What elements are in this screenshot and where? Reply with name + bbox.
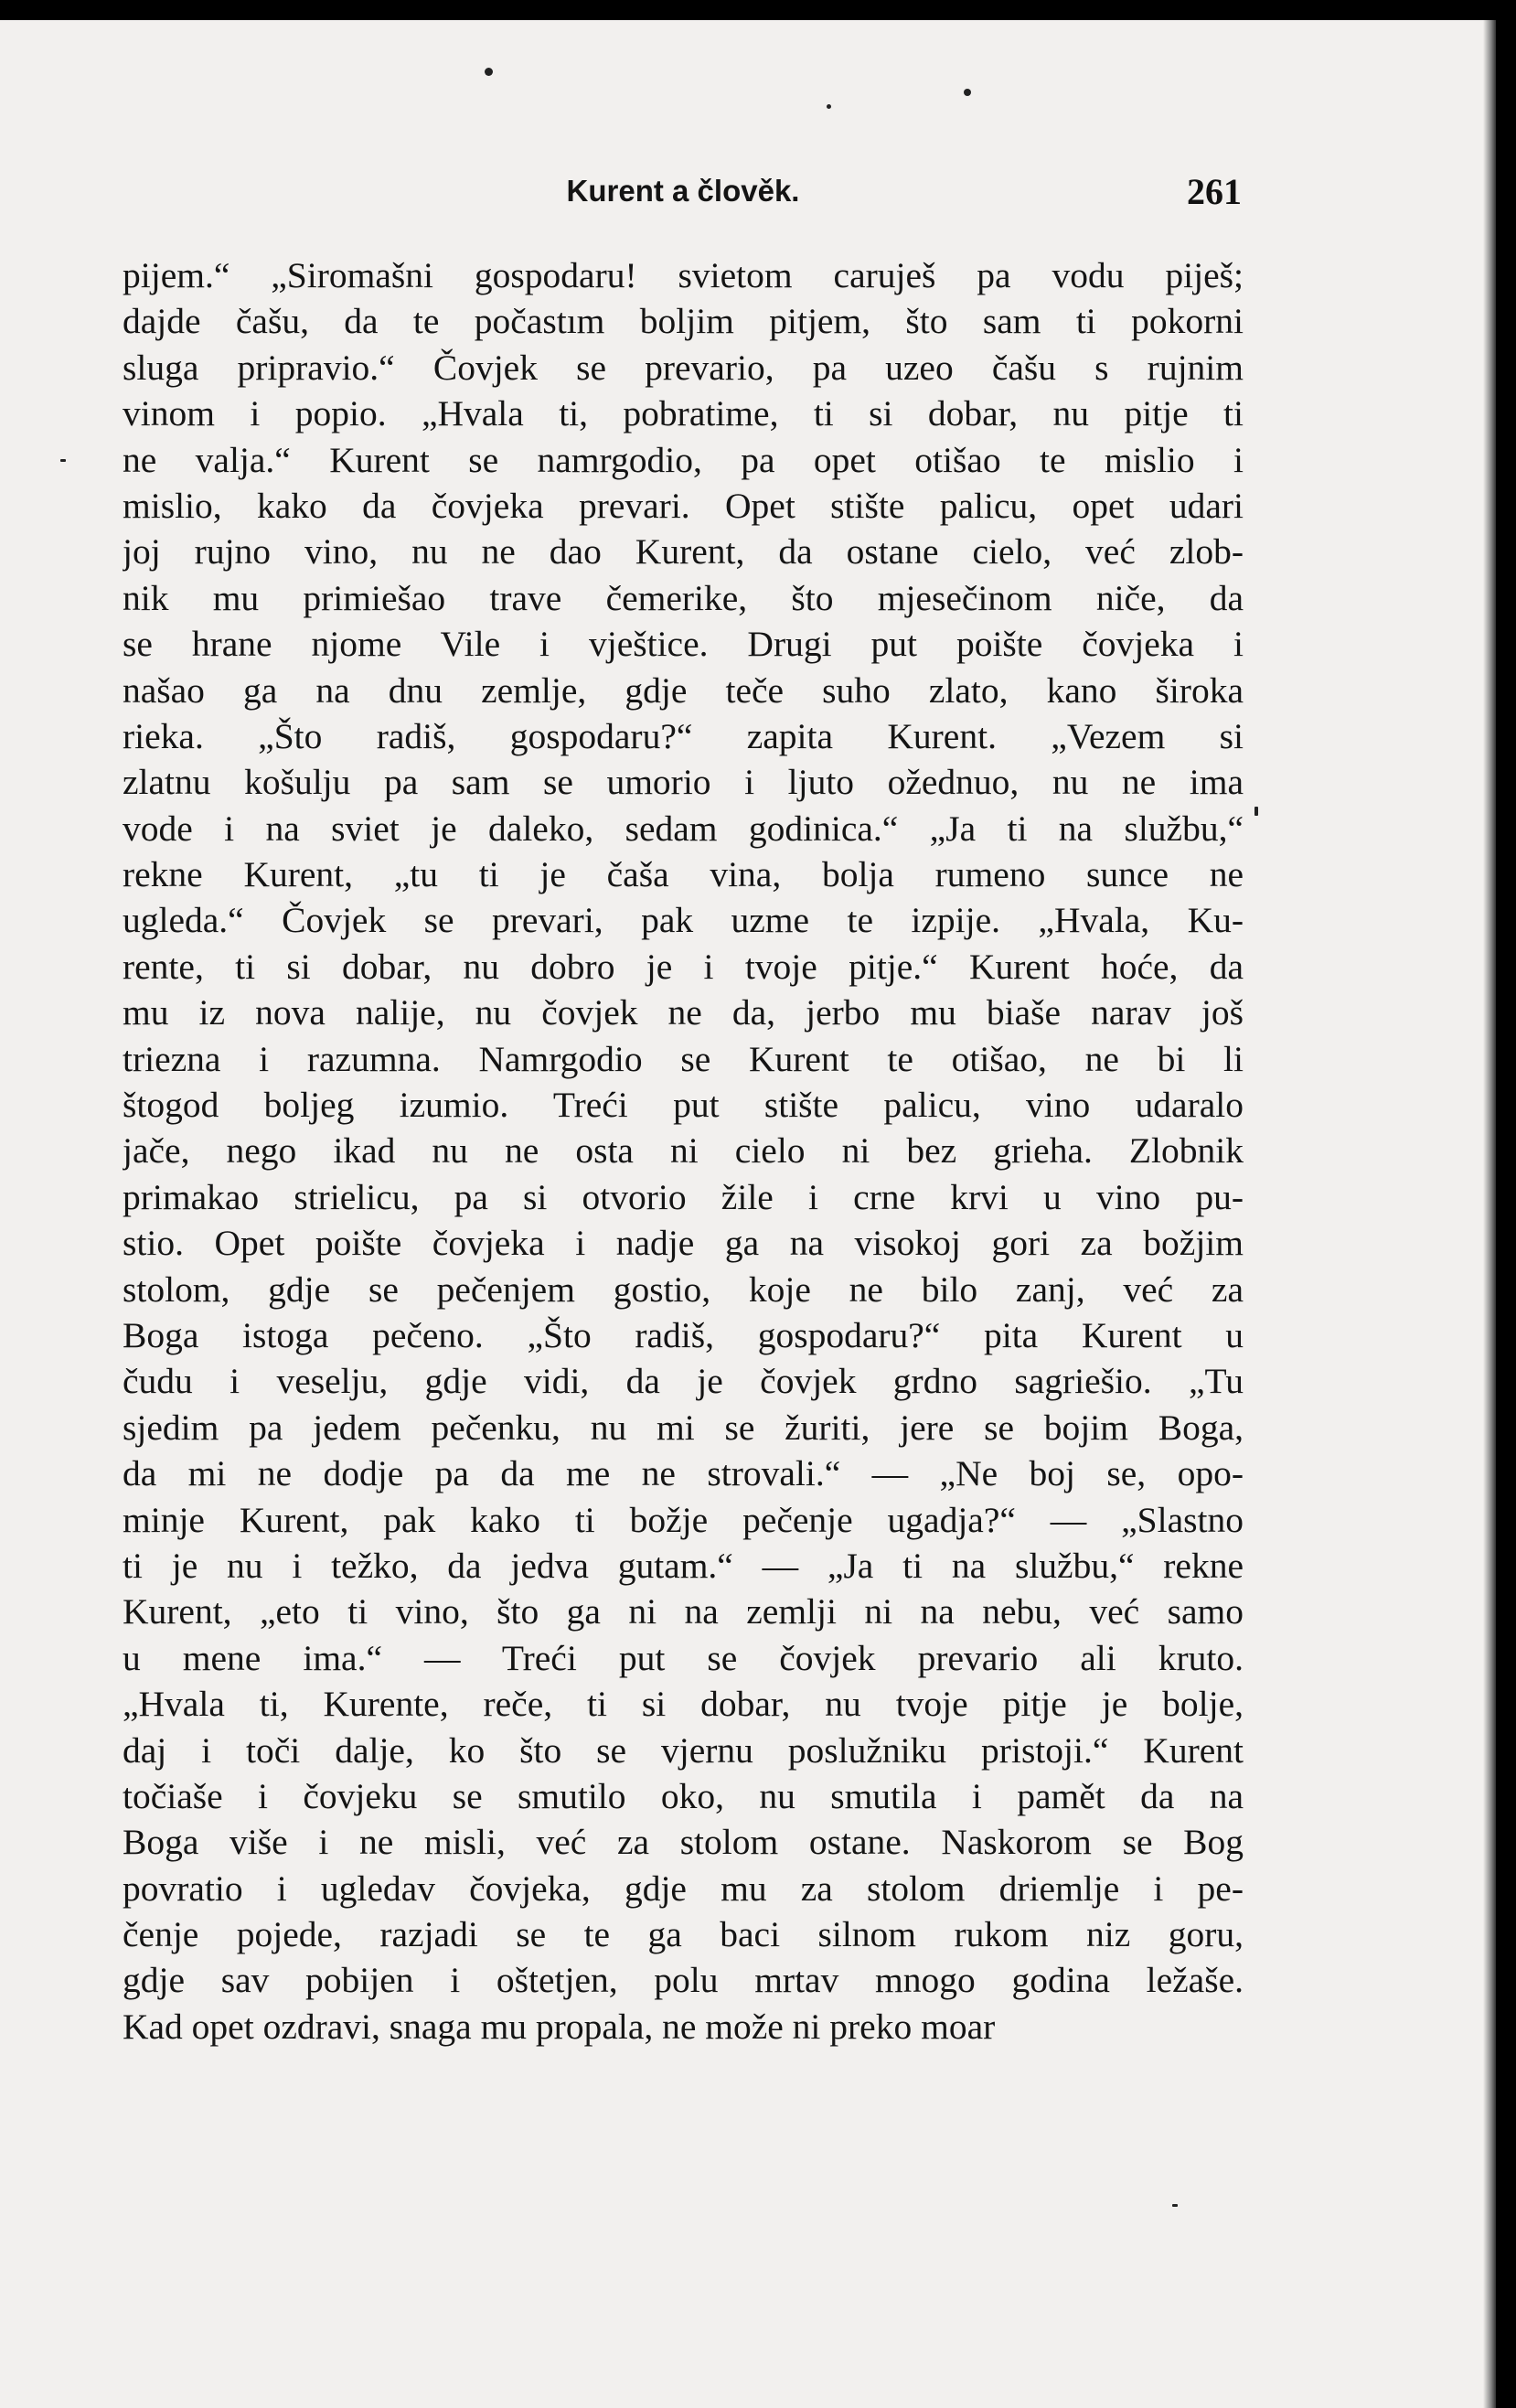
text-line: ne valja.“ Kurent se namrgodio, pa opet otišao te mislio i: [123, 439, 1244, 480]
text-line: čenje pojede, razjadi se te ga baci silnom rukom niz goru,: [123, 1914, 1244, 1955]
text-line: mislio, kako da čovjeka prevari. Opet stište palicu, opet udari: [123, 485, 1244, 526]
running-head: Kurent a člověk.: [566, 174, 800, 208]
text-line: da mi ne dodje pa da me ne strovali.“ — „Ne boj se, opo-: [123, 1453, 1244, 1494]
text-line: zlatnu košulju pa sam se umorio i ljuto ožednuo, nu ne ima: [123, 762, 1244, 803]
text-line: se hrane njome Vile i vještice. Drugi put poište čovjeka i: [123, 624, 1244, 665]
book-page: [0, 20, 1496, 2408]
text-line: „Hvala ti, Kurente, reče, ti si dobar, nu tvoje pitje je bolje,: [123, 1684, 1244, 1725]
text-line: daj i toči dalje, ko što se vjernu poslužniku pristoji.“ Kurent: [123, 1729, 1244, 1771]
text-line: primakao strielicu, pa si otvorio žile i crne krvi u vino pu-: [123, 1176, 1244, 1217]
text-line: točiaše i čovjeku se smutilo oko, nu smutila i pamět da na: [123, 1775, 1244, 1816]
text-line: rekne Kurent, „tu ti je čaša vina, bolja rumeno sunce ne: [123, 854, 1244, 895]
text-line: Boga više i ne misli, već za stolom ostane. Naskorom se Bog: [123, 1822, 1244, 1863]
text-line: Kurent, „eto ti vino, što ga ni na zemlji ni na nebu, već samo: [123, 1591, 1244, 1632]
text-line: ti je nu i težko, da jedva gutam.“ — „Ja ti na službu,“ rekne: [123, 1545, 1244, 1586]
text-line: stio. Opet poište čovjeka i nadje ga na visokoj gori za božjim: [123, 1223, 1244, 1264]
text-line: rieka. „Što radiš, gospodaru?“ zapita Kurent. „Vezem si: [123, 715, 1244, 756]
text-line: sjedim pa jedem pečenku, nu mi se žuriti, jere se bojim Boga,: [123, 1407, 1244, 1448]
text-line: Boga istoga pečeno. „Što radiš, gospodaru?“ pita Kurent u: [123, 1314, 1244, 1355]
scan-speck: [1254, 807, 1258, 816]
text-line: rente, ti si dobar, nu dobro je i tvoje pitje.“ Kurent hoće, da: [123, 946, 1244, 987]
page-number: 261: [1187, 171, 1242, 212]
scan-speck: [60, 459, 66, 462]
text-line: gdje sav pobijen i oštetjen, polu mrtav mnogo godina ležaše.: [123, 1960, 1244, 2001]
text-line: Kad opet ozdravi, snaga mu propala, ne može ni preko moar: [123, 2006, 996, 2047]
text-line: minje Kurent, pak kako ti božje pečenje ugadja?“ — „Slastno: [123, 1499, 1244, 1540]
text-line: vinom i popio. „Hvala ti, pobratime, ti si dobar, nu pitje ti: [123, 393, 1244, 434]
text-line: čudu i veselju, gdje vidi, da je čovjek grdno sagriešio. „Tu: [123, 1361, 1244, 1402]
text-line: u mene ima.“ — Treći put se čovjek prevario ali kruto.: [123, 1637, 1244, 1678]
text-line: joj rujno vino, nu ne dao Kurent, da ostane cielo, već zlob-: [123, 531, 1244, 573]
text-line: triezna i razumna. Namrgodio se Kurent te otišao, ne bi li: [123, 1038, 1244, 1079]
page-header: [124, 165, 1242, 210]
page-edge-shadow: [1483, 20, 1496, 2408]
text-line: pijem.“ „Siromašni gospodaru! svietom caruješ pa vodu piješ;: [123, 255, 1244, 295]
text-line: našao ga na dnu zemlje, gdje teče suho zlato, kano široka: [123, 669, 1244, 711]
text-line: povratio i ugledav čovjeka, gdje mu za stolom driemlje i pe-: [123, 1868, 1244, 1909]
text-line: sluga pripravio.“ Čovjek se prevario, pa uzeo čašu s rujnim: [123, 347, 1244, 388]
text-line: dajde čašu, da te počastım boljim pitjem, što sam ti pokorni: [123, 301, 1244, 342]
text-line: nik mu primiešao trave čemerike, što mjesečinom niče, da: [123, 577, 1244, 618]
scan-speck: [1172, 2204, 1178, 2207]
scan-speck: [827, 104, 831, 109]
scan-speck: [485, 68, 493, 76]
text-line: jače, nego ikad nu ne osta ni cielo ni bez grieha. Zlobnik: [123, 1130, 1244, 1172]
body-text: [123, 252, 1244, 2049]
text-line: ugleda.“ Čovjek se prevari, pak uzme te izpije. „Hvala, Ku-: [123, 900, 1244, 941]
text-line: mu iz nova nalije, nu čovjek ne da, jerbo mu biaše narav još: [123, 992, 1244, 1033]
scan-speck: [964, 89, 971, 96]
text-line: stolom, gdje se pečenjem gostio, koje ne bilo zanj, već za: [123, 1268, 1244, 1310]
text-line: vode i na sviet je daleko, sedam godinica.“ „Ja ti na službu,“: [123, 808, 1244, 849]
text-line: štogod boljeg izumio. Treći put stište palicu, vino udaralo: [123, 1085, 1244, 1126]
